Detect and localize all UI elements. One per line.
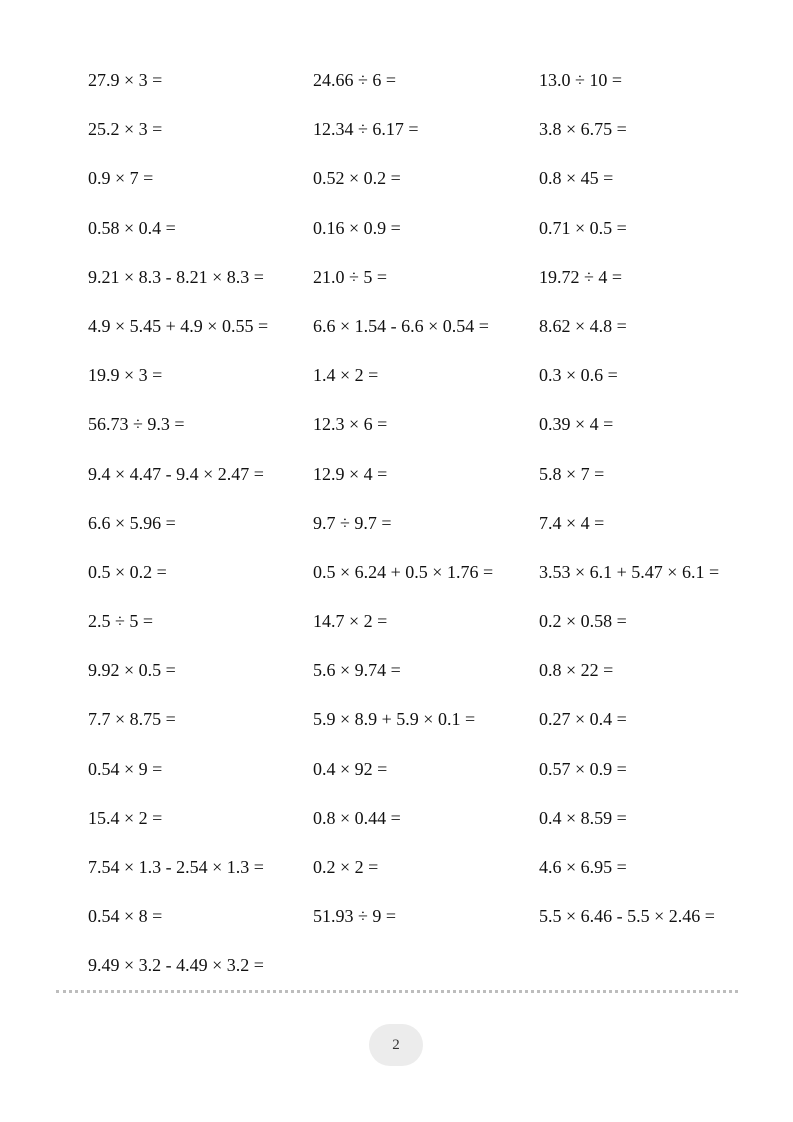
- math-problem: 0.8 × 22 =: [539, 660, 614, 681]
- math-problem: 0.8 × 0.44 =: [313, 807, 401, 828]
- math-problem: 0.9 × 7 =: [88, 168, 154, 189]
- math-problem: 7.4 × 4 =: [539, 512, 605, 533]
- math-problem: 0.3 × 0.6 =: [539, 365, 618, 386]
- math-problem: 0.4 × 8.59 =: [539, 807, 627, 828]
- math-problem: 5.6 × 9.74 =: [313, 660, 401, 681]
- math-problem: 4.9 × 5.45 + 4.9 × 0.55 =: [88, 315, 269, 336]
- math-problem: 7.54 × 1.3 - 2.54 × 1.3 =: [88, 857, 264, 877]
- math-problem: 8.62 × 4.8 =: [539, 315, 627, 336]
- math-problem: 9.92 × 0.5 =: [88, 660, 176, 681]
- math-problem: 0.71 × 0.5 =: [539, 217, 627, 238]
- math-problem: 3.8 × 6.75 =: [539, 119, 627, 140]
- math-problem: 0.27 × 0.4 =: [539, 709, 627, 730]
- math-problem: 24.66 ÷ 6 =: [313, 70, 397, 90]
- math-problem: 3.53 × 6.1 + 5.47 × 6.1 =: [539, 561, 720, 582]
- math-problem: 12.34 ÷ 6.17 =: [313, 119, 419, 140]
- math-problem: 19.72 ÷ 4 =: [539, 266, 623, 287]
- math-problem: 0.54 × 9 =: [88, 758, 163, 779]
- math-problem: 0.16 × 0.9 =: [313, 217, 401, 238]
- math-problem: 12.9 × 4 =: [313, 463, 388, 484]
- math-problem: 0.2 × 2 =: [313, 857, 379, 877]
- math-problem: 7.7 × 8.75 =: [88, 709, 176, 730]
- math-problem: 2.5 ÷ 5 =: [88, 611, 154, 632]
- math-problem: 15.4 × 2 =: [88, 807, 163, 828]
- dotted-divider: [56, 990, 738, 993]
- math-problem: 27.9 × 3 =: [88, 70, 163, 90]
- math-problem: 6.6 × 1.54 - 6.6 × 0.54 =: [313, 315, 489, 336]
- worksheet: [88, 66, 748, 1001]
- math-problem: 9.4 × 4.47 - 9.4 × 2.47 =: [88, 463, 264, 484]
- math-problem: 0.57 × 0.9 =: [539, 758, 627, 779]
- math-problem: 9.21 × 8.3 - 8.21 × 8.3 =: [88, 266, 264, 287]
- math-problem: 56.73 ÷ 9.3 =: [88, 414, 185, 435]
- math-problem: 5.9 × 8.9 + 5.9 × 0.1 =: [313, 709, 476, 730]
- math-problem: 0.5 × 6.24 + 0.5 × 1.76 =: [313, 561, 494, 582]
- math-problem: 13.0 ÷ 10 =: [539, 70, 623, 90]
- math-problem: 5.8 × 7 =: [539, 463, 605, 484]
- math-problem: 9.49 × 3.2 - 4.49 × 3.2 =: [88, 955, 264, 976]
- math-problem: 21.0 ÷ 5 =: [313, 266, 388, 287]
- math-problem: 0.8 × 45 =: [539, 168, 614, 189]
- math-problem: 0.58 × 0.4 =: [88, 217, 176, 238]
- math-problem: 19.9 × 3 =: [88, 365, 163, 386]
- math-problem: 0.2 × 0.58 =: [539, 611, 627, 632]
- math-problem: 12.3 × 6 =: [313, 414, 388, 435]
- math-problem: 25.2 × 3 =: [88, 119, 163, 140]
- math-problem: 0.39 × 4 =: [539, 414, 614, 435]
- problem-grid: [88, 66, 748, 1001]
- math-problem: 51.93 ÷ 9 =: [313, 906, 397, 927]
- math-problem: 6.6 × 5.96 =: [88, 512, 176, 533]
- math-problem: 0.4 × 92 =: [313, 758, 388, 779]
- math-problem: 4.6 × 6.95 =: [539, 857, 627, 877]
- math-problem: 0.52 × 0.2 =: [313, 168, 401, 189]
- math-problem: 14.7 × 2 =: [313, 611, 388, 632]
- math-problem: 0.5 × 0.2 =: [88, 561, 167, 582]
- page-number-badge: [369, 1024, 423, 1066]
- math-problem: 0.54 × 8 =: [88, 906, 163, 927]
- math-problem: 9.7 ÷ 9.7 =: [313, 512, 392, 533]
- page-number: 2: [392, 1036, 400, 1053]
- math-problem: 5.5 × 6.46 - 5.5 × 2.46 =: [539, 906, 715, 927]
- math-problem: 1.4 × 2 =: [313, 365, 379, 386]
